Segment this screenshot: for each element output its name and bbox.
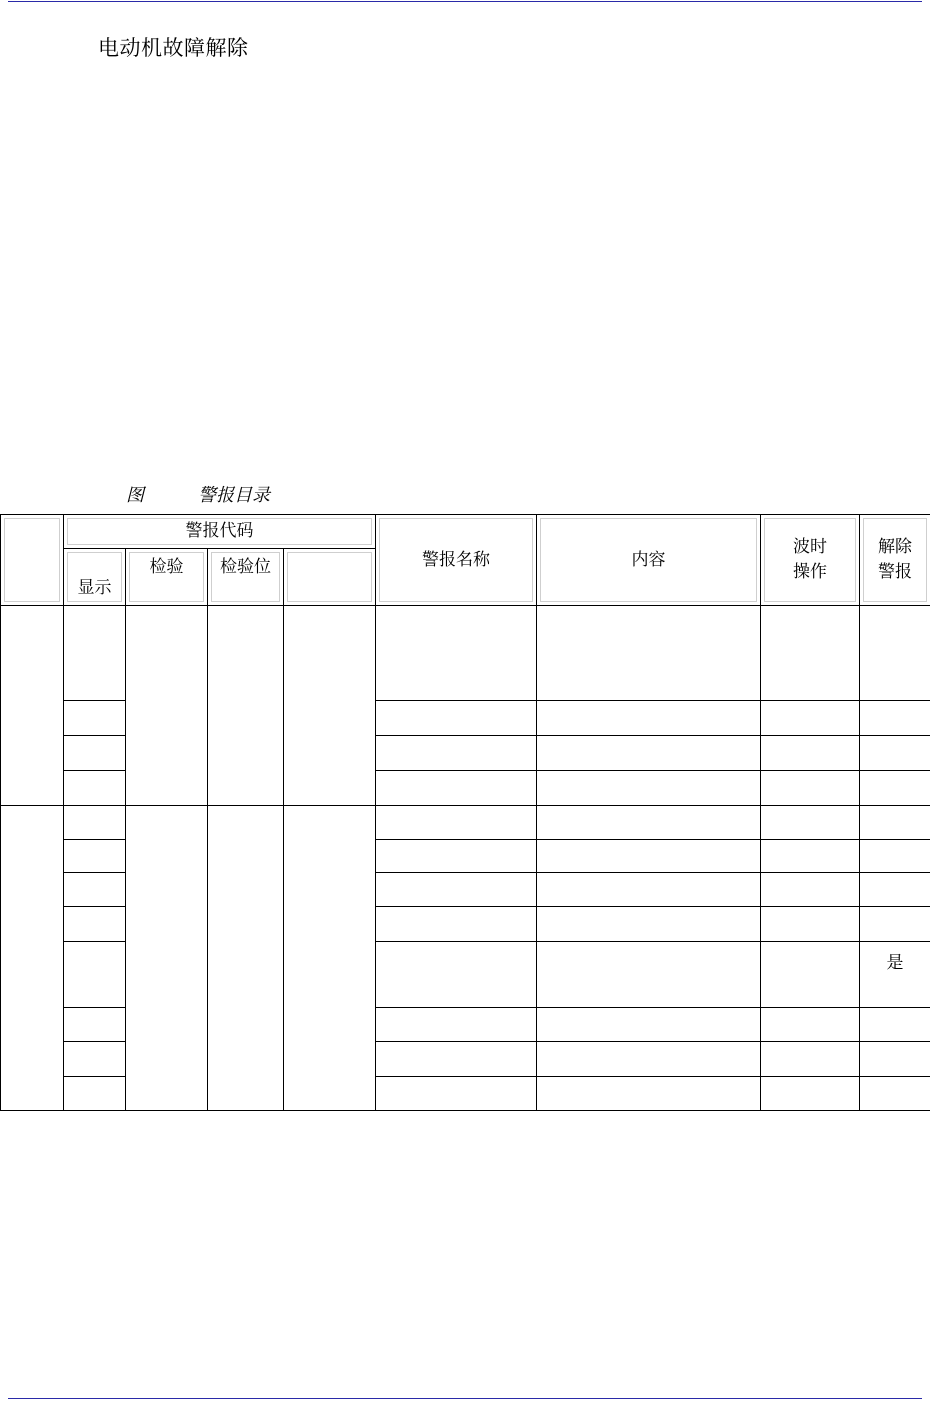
name-cell: [376, 701, 537, 736]
table-row: [1, 606, 930, 701]
group-cell: [1, 606, 64, 806]
extra-cell: [284, 606, 376, 806]
caption-title: 警报目录: [198, 485, 270, 506]
header-alarm-code: [64, 515, 376, 549]
header-alarm-name: [376, 515, 537, 606]
wave-op-cell: [761, 1042, 860, 1077]
bottom-rule: [8, 1398, 922, 1399]
name-cell: [376, 1077, 537, 1111]
wave-op-cell: [761, 771, 860, 806]
name-cell: [376, 873, 537, 907]
wave-op-cell: [761, 873, 860, 907]
clear-cell: [860, 873, 930, 907]
content-cell: [537, 806, 761, 840]
wave-op-cell: [761, 701, 860, 736]
header-content: [537, 515, 761, 606]
display-cell: [64, 942, 126, 1008]
wave-op-cell: [761, 606, 860, 701]
check-cell: [126, 606, 208, 806]
content-cell: [537, 840, 761, 873]
display-cell: [64, 606, 126, 701]
content-cell: [537, 701, 761, 736]
header-extra: [284, 549, 376, 606]
check-cell: [126, 806, 208, 1111]
display-cell: [64, 771, 126, 806]
display-cell: [64, 806, 126, 840]
caption-label: 图: [126, 485, 144, 506]
display-cell: [64, 701, 126, 736]
display-cell: [64, 907, 126, 942]
name-cell: [376, 606, 537, 701]
top-rule: [8, 1, 922, 2]
clear-cell: [860, 1042, 930, 1077]
header-check-bit: [208, 549, 284, 606]
header-wave-op: [761, 515, 860, 606]
name-cell: [376, 942, 537, 1008]
clear-cell: [860, 1077, 930, 1111]
content-cell: [537, 1077, 761, 1111]
name-cell: [376, 806, 537, 840]
content-cell: [537, 736, 761, 771]
clear-cell: [860, 840, 930, 873]
group-cell: [1, 806, 64, 1111]
content-cell: [537, 907, 761, 942]
display-cell: [64, 1008, 126, 1042]
clear-cell: [860, 606, 930, 701]
name-cell: [376, 736, 537, 771]
clear-cell: [860, 701, 930, 736]
name-cell: [376, 840, 537, 873]
name-cell: [376, 907, 537, 942]
wave-op-cell: [761, 942, 860, 1008]
display-cell: [64, 840, 126, 873]
clear-cell: [860, 1008, 930, 1042]
section-heading: 电动机故障解除: [98, 36, 249, 60]
header-display: [64, 549, 126, 606]
wave-op-cell: [761, 840, 860, 873]
clear-cell: [860, 806, 930, 840]
header-content-label: 内容: [631, 549, 666, 570]
alarm-catalog-table: [0, 514, 930, 1111]
check-bit-cell: [208, 806, 284, 1111]
wave-op-cell: [761, 907, 860, 942]
header-display-label: 显示: [77, 578, 112, 598]
check-bit-cell: [208, 606, 284, 806]
figure-caption: [126, 481, 270, 507]
extra-cell: [284, 806, 376, 1111]
wave-op-cell: [761, 1008, 860, 1042]
clear-cell-yes: 是: [860, 942, 930, 1008]
header-clear-line2: 警报: [878, 562, 912, 582]
header-check-label: 检验: [149, 557, 184, 577]
content-cell: [537, 942, 761, 1008]
wave-op-cell: [761, 806, 860, 840]
header-wave-op-line2: 操作: [793, 562, 827, 582]
wave-op-cell: [761, 1077, 860, 1111]
header-clear-alarm: [860, 515, 930, 606]
wave-op-cell: [761, 736, 860, 771]
content-cell: [537, 1008, 761, 1042]
header-alarm-code-label: 警报代码: [185, 521, 254, 541]
header-clear-line1: 解除: [878, 537, 912, 557]
header-alarm-name-label: 警报名称: [422, 549, 490, 570]
display-cell: [64, 736, 126, 771]
name-cell: [376, 771, 537, 806]
clear-cell: [860, 907, 930, 942]
header-wave-op-line1: 波时: [793, 537, 827, 557]
clear-cell: [860, 736, 930, 771]
display-cell: [64, 1042, 126, 1077]
display-cell: [64, 1077, 126, 1111]
table-row: [1, 806, 930, 840]
header-blank: [1, 515, 64, 606]
content-cell: [537, 1042, 761, 1077]
content-cell: [537, 873, 761, 907]
name-cell: [376, 1008, 537, 1042]
content-cell: [537, 771, 761, 806]
clear-cell: [860, 771, 930, 806]
header-check-bit-label: 检验位: [220, 557, 271, 577]
header-check: [126, 549, 208, 606]
display-cell: [64, 873, 126, 907]
content-cell: [537, 606, 761, 701]
name-cell: [376, 1042, 537, 1077]
